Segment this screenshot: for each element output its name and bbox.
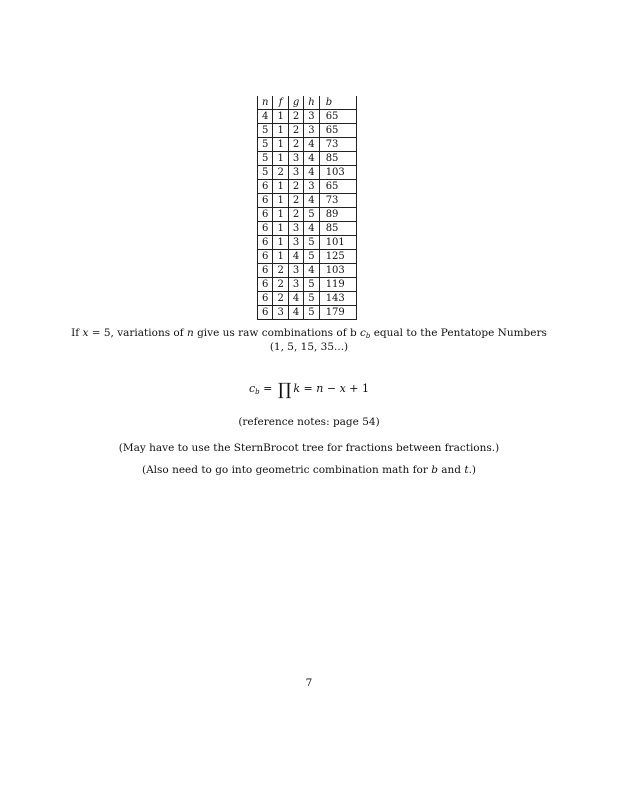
table-cell-g: 2 bbox=[288, 138, 303, 152]
table-header-n: n bbox=[258, 96, 273, 110]
table-cell-n: 5 bbox=[258, 138, 273, 152]
text-segment: and bbox=[437, 464, 465, 476]
table-row bbox=[258, 236, 357, 250]
table-body bbox=[258, 110, 357, 320]
table-row bbox=[258, 180, 357, 194]
table-row bbox=[258, 152, 357, 166]
table-cell-g: 3 bbox=[288, 264, 303, 278]
table-cell-b: 103 bbox=[319, 264, 356, 278]
text-segment: (Also need to go into geometric combination math for bbox=[141, 464, 432, 476]
table-cell-h: 3 bbox=[304, 110, 319, 124]
table-cell-n: 6 bbox=[258, 264, 273, 278]
formula-equals: = bbox=[259, 382, 276, 395]
var-c: c bbox=[360, 327, 366, 339]
table-cell-g: 2 bbox=[288, 194, 303, 208]
text-segment: equal to the Pentatope Numbers bbox=[370, 327, 547, 339]
table-cell-h: 5 bbox=[304, 306, 319, 320]
formula-equals: = bbox=[300, 382, 317, 395]
pentatope-paragraph-line2: (1, 5, 15, 35...) bbox=[269, 341, 349, 353]
table-cell-h: 5 bbox=[304, 236, 319, 250]
table-cell-f: 1 bbox=[273, 250, 288, 264]
table-cell-h: 5 bbox=[304, 292, 319, 306]
formula-c: c bbox=[248, 382, 256, 395]
table-cell-g: 2 bbox=[288, 180, 303, 194]
table-cell-n: 6 bbox=[258, 278, 273, 292]
table-row bbox=[258, 138, 357, 152]
table-cell-g: 3 bbox=[288, 222, 303, 236]
table-cell-g: 2 bbox=[288, 124, 303, 138]
table-cell-f: 1 bbox=[273, 208, 288, 222]
table-cell-b: 73 bbox=[319, 194, 356, 208]
table-header-b: b bbox=[319, 96, 356, 110]
var-c-subscript: b bbox=[365, 332, 371, 340]
table-header-g: g bbox=[288, 96, 303, 110]
var-b: b bbox=[431, 464, 438, 476]
table-cell-n: 6 bbox=[258, 222, 273, 236]
table-cell-n: 4 bbox=[258, 110, 273, 124]
var-x: x bbox=[82, 327, 89, 339]
table-cell-b: 73 bbox=[319, 138, 356, 152]
table-row bbox=[258, 292, 357, 306]
table-header-f: f bbox=[273, 96, 288, 110]
text-segment: .) bbox=[468, 464, 477, 476]
table-cell-n: 6 bbox=[258, 208, 273, 222]
table-cell-h: 5 bbox=[304, 250, 319, 264]
text-segment: If bbox=[71, 327, 83, 339]
table-row bbox=[258, 194, 357, 208]
table-cell-f: 1 bbox=[273, 180, 288, 194]
table-cell-h: 4 bbox=[304, 264, 319, 278]
sternbrocot-note: (May have to use the SternBrocot tree for fractions between fractions.) bbox=[118, 442, 500, 454]
table-cell-b: 179 bbox=[319, 306, 356, 320]
table-cell-n: 6 bbox=[258, 236, 273, 250]
table-cell-g: 3 bbox=[288, 166, 303, 180]
table-cell-f: 1 bbox=[273, 236, 288, 250]
table-cell-h: 3 bbox=[304, 180, 319, 194]
table-cell-h: 5 bbox=[304, 278, 319, 292]
table-cell-n: 6 bbox=[258, 292, 273, 306]
table-cell-b: 65 bbox=[319, 124, 356, 138]
reference-note: (reference notes: page 54) bbox=[238, 416, 380, 428]
table-cell-g: 3 bbox=[288, 236, 303, 250]
var-n: n bbox=[186, 327, 194, 339]
formula-k: k bbox=[293, 382, 301, 395]
table-cell-h: 5 bbox=[304, 208, 319, 222]
formula bbox=[0, 382, 618, 399]
table-cell-n: 6 bbox=[258, 306, 273, 320]
table-cell-n: 6 bbox=[258, 250, 273, 264]
geometric-note bbox=[0, 463, 618, 477]
table-cell-b: 119 bbox=[319, 278, 356, 292]
table-cell-f: 2 bbox=[273, 292, 288, 306]
table-cell-n: 5 bbox=[258, 124, 273, 138]
table-cell-g: 3 bbox=[288, 278, 303, 292]
table-cell-b: 85 bbox=[319, 222, 356, 236]
table-cell-b: 101 bbox=[319, 236, 356, 250]
table-header-row bbox=[258, 96, 357, 110]
table-cell-f: 1 bbox=[273, 110, 288, 124]
table-row bbox=[258, 222, 357, 236]
table-row bbox=[258, 208, 357, 222]
table-cell-b: 65 bbox=[319, 110, 356, 124]
table-cell-b: 143 bbox=[319, 292, 356, 306]
table-cell-b: 89 bbox=[319, 208, 356, 222]
values-table bbox=[257, 96, 357, 320]
table-cell-g: 4 bbox=[288, 306, 303, 320]
table-row bbox=[258, 264, 357, 278]
formula-n: n bbox=[316, 382, 324, 395]
table-cell-n: 6 bbox=[258, 194, 273, 208]
table-cell-g: 4 bbox=[288, 292, 303, 306]
table-cell-b: 103 bbox=[319, 166, 356, 180]
page-number: 7 bbox=[305, 677, 313, 689]
table-row bbox=[258, 306, 357, 320]
product-symbol: ∏ bbox=[277, 380, 292, 400]
table-cell-f: 1 bbox=[273, 222, 288, 236]
table-row bbox=[258, 278, 357, 292]
var-t: t bbox=[464, 464, 469, 476]
table-cell-g: 2 bbox=[288, 110, 303, 124]
table-cell-f: 1 bbox=[273, 124, 288, 138]
table-header-h: h bbox=[304, 96, 319, 110]
table-cell-g: 2 bbox=[288, 208, 303, 222]
formula-plus-one: + 1 bbox=[345, 382, 370, 395]
table-cell-h: 4 bbox=[304, 166, 319, 180]
table-cell-b: 125 bbox=[319, 250, 356, 264]
table-cell-f: 3 bbox=[273, 306, 288, 320]
table-cell-f: 2 bbox=[273, 278, 288, 292]
table-row bbox=[258, 110, 357, 124]
table-cell-f: 1 bbox=[273, 194, 288, 208]
formula-x: x bbox=[339, 382, 346, 395]
table-cell-g: 3 bbox=[288, 152, 303, 166]
table-cell-n: 6 bbox=[258, 180, 273, 194]
table-cell-f: 1 bbox=[273, 138, 288, 152]
table-cell-h: 4 bbox=[304, 222, 319, 236]
table-cell-h: 3 bbox=[304, 124, 319, 138]
formula-c-subscript: b bbox=[255, 388, 260, 396]
table-cell-g: 4 bbox=[288, 250, 303, 264]
table-cell-h: 4 bbox=[304, 194, 319, 208]
text-segment: = 5, variations of bbox=[88, 327, 187, 339]
table-cell-f: 1 bbox=[273, 152, 288, 166]
text-segment: give us raw combinations of b bbox=[193, 327, 360, 339]
formula-minus: − bbox=[323, 382, 340, 395]
table-row bbox=[258, 124, 357, 138]
table-row bbox=[258, 250, 357, 264]
table-cell-h: 4 bbox=[304, 138, 319, 152]
table-cell-n: 5 bbox=[258, 166, 273, 180]
table-cell-b: 65 bbox=[319, 180, 356, 194]
table-cell-f: 2 bbox=[273, 264, 288, 278]
table-cell-n: 5 bbox=[258, 152, 273, 166]
table-row bbox=[258, 166, 357, 180]
table-cell-b: 85 bbox=[319, 152, 356, 166]
table-cell-h: 4 bbox=[304, 152, 319, 166]
table-cell-f: 2 bbox=[273, 166, 288, 180]
